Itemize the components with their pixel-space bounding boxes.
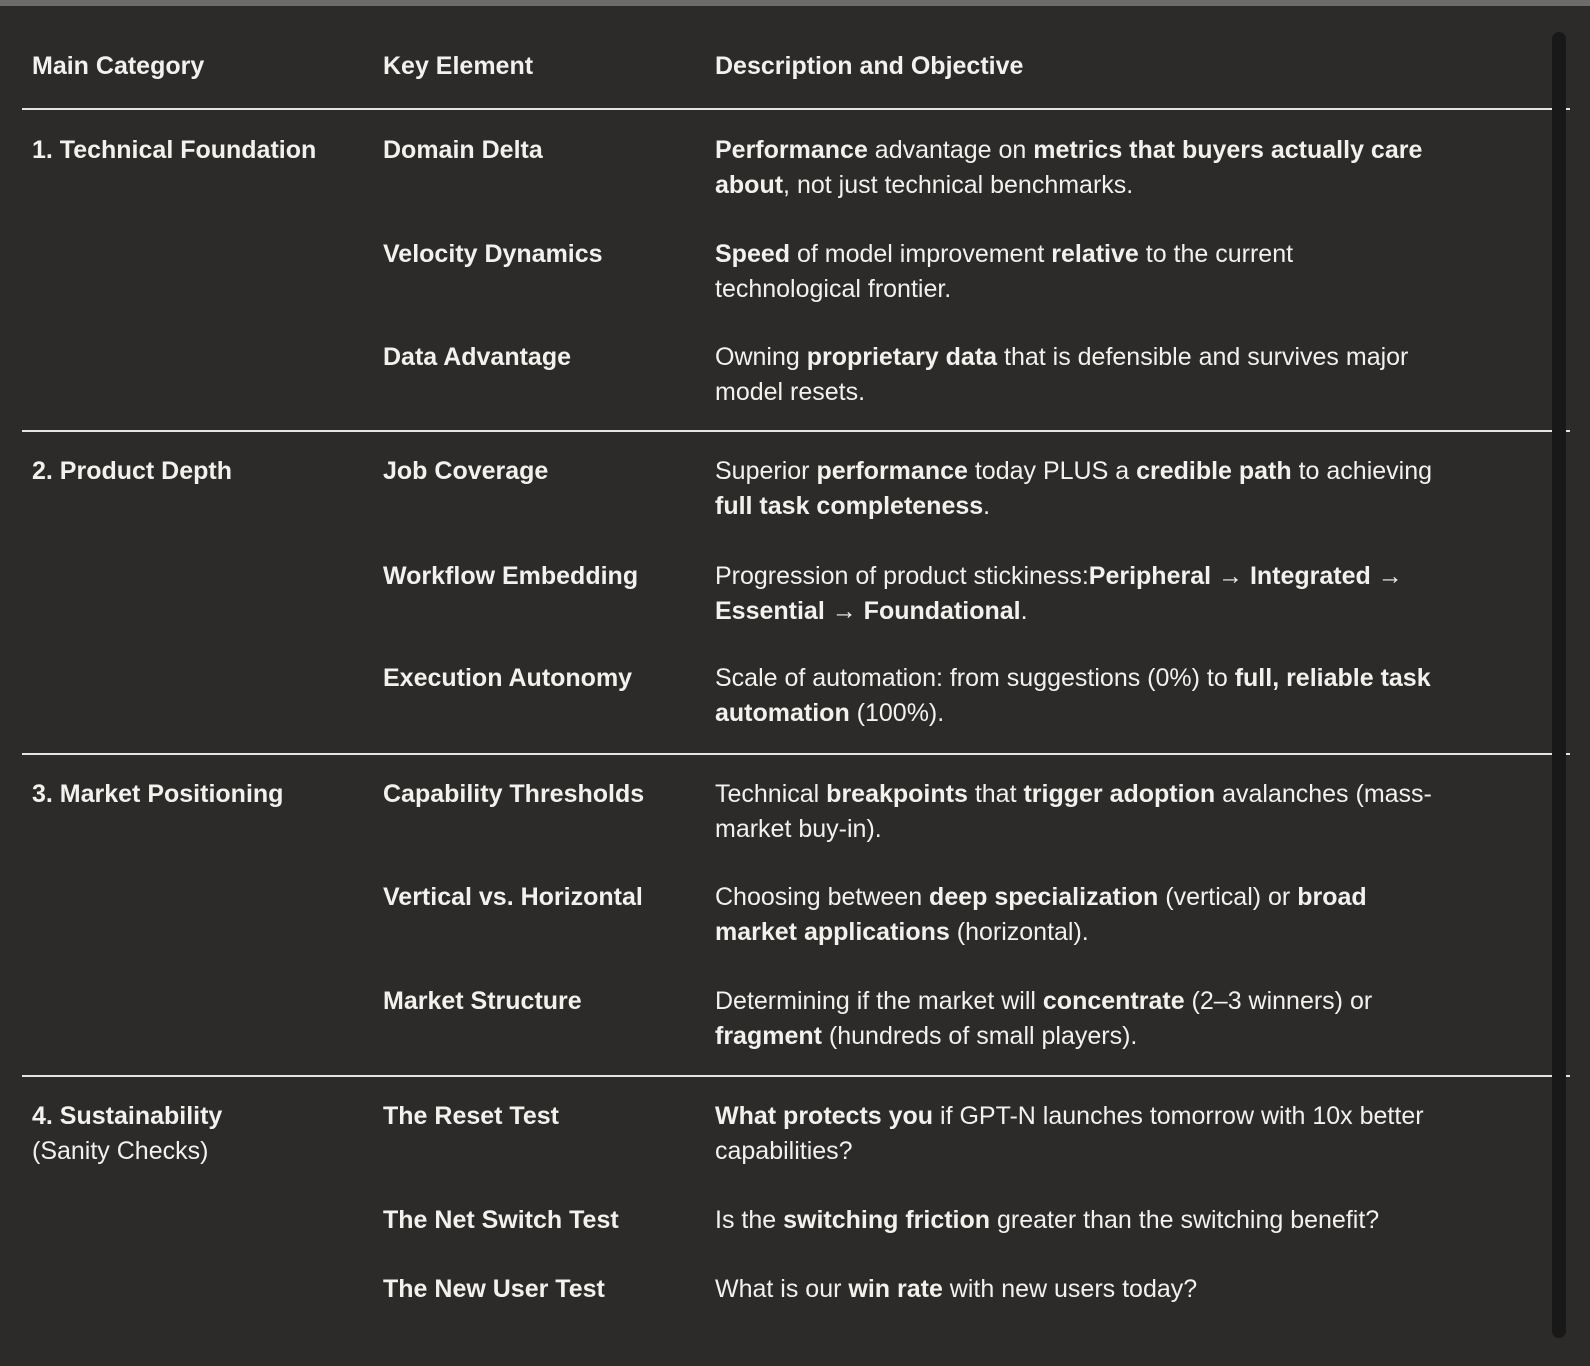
description: What is our win rate with new users today? bbox=[715, 1275, 1198, 1303]
key-element: Market Structure bbox=[383, 987, 582, 1015]
key-element: Vertical vs. Horizontal bbox=[383, 883, 643, 911]
header-description: Description and Objective bbox=[715, 52, 1024, 80]
category-label: 2. Product Depth bbox=[32, 457, 233, 485]
row-divider bbox=[22, 753, 1570, 755]
header-main-category: Main Category bbox=[32, 52, 205, 80]
description: Is the switching friction greater than the switching benefit? bbox=[715, 1206, 1380, 1234]
row-divider bbox=[22, 430, 1570, 432]
category-label: 1. Technical Foundation bbox=[32, 136, 317, 164]
description: Progression of product stickiness:Peripheral → Integrated → Essential → Foundational. bbox=[715, 562, 1403, 625]
description: Performance advantage on metrics that buyers actually care about, not just technical benchmarks. bbox=[715, 136, 1423, 199]
description: Choosing between deep specialization (vertical) or broad market applications (horizontal). bbox=[715, 883, 1367, 946]
header-key-element: Key Element bbox=[383, 52, 534, 80]
vertical-scrollbar[interactable] bbox=[1552, 32, 1566, 1338]
key-element: Workflow Embedding bbox=[383, 562, 639, 590]
key-element: Capability Thresholds bbox=[383, 780, 645, 808]
category-subtitle: (Sanity Checks) bbox=[32, 1137, 209, 1165]
key-element: Data Advantage bbox=[383, 343, 572, 371]
description: Scale of automation: from suggestions (0%) to full, reliable task automation (100%). bbox=[715, 664, 1431, 727]
description: Determining if the market will concentrate (2–3 winners) or fragment (hundreds of small players). bbox=[715, 987, 1373, 1050]
description: Speed of model improvement relative to the current technological frontier. bbox=[715, 240, 1294, 303]
key-element: Domain Delta bbox=[383, 136, 543, 164]
description: Owning proprietary data that is defensible and survives major model resets. bbox=[715, 343, 1409, 406]
row-divider bbox=[22, 108, 1570, 110]
category-label: 3. Market Positioning bbox=[32, 780, 284, 808]
window-top-bar bbox=[0, 0, 1590, 6]
description: Technical breakpoints that trigger adoption avalanches (mass-market buy-in). bbox=[715, 780, 1432, 843]
key-element: The Reset Test bbox=[383, 1102, 559, 1130]
key-element: Velocity Dynamics bbox=[383, 240, 603, 268]
key-element: The Net Switch Test bbox=[383, 1206, 619, 1234]
description: Superior performance today PLUS a credible path to achieving full task completeness. bbox=[715, 457, 1433, 520]
key-element: The New User Test bbox=[383, 1275, 605, 1303]
key-element: Job Coverage bbox=[383, 457, 549, 485]
category-label: 4. Sustainability (Sanity Checks) bbox=[32, 1102, 223, 1165]
description: What protects you if GPT-N launches tomorrow with 10x better capabilities? bbox=[715, 1102, 1424, 1165]
row-divider bbox=[22, 1075, 1570, 1077]
key-element: Execution Autonomy bbox=[383, 664, 633, 692]
